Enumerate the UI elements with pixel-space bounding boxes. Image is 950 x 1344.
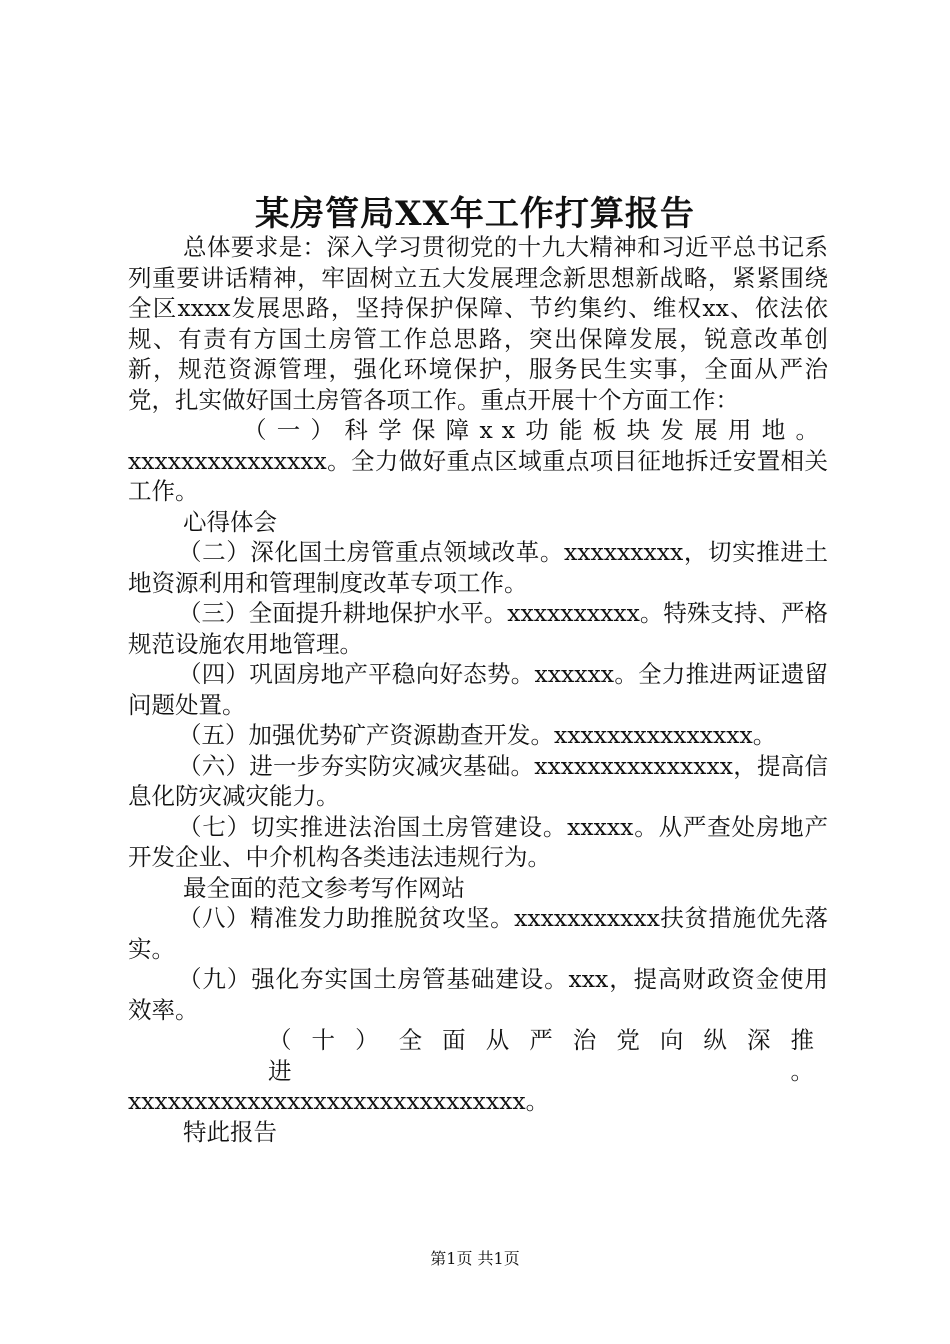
document-body bbox=[128, 232, 828, 1147]
item-8: （八）精准发力助推脱贫攻坚。xxxxxxxxxxx扶贫措施优先落实。 bbox=[128, 904, 828, 963]
item-1-text: xxxxxxxxxxxxxxx。全力做好重点区域重点项目征地拆迁安置相关工作。 bbox=[128, 446, 828, 505]
item-5: （五）加强优势矿产资源勘查开发。xxxxxxxxxxxxxxx。 bbox=[178, 721, 777, 749]
item-10-heading: （十）全面从严治党向纵深推进。 bbox=[268, 1026, 828, 1085]
inserted-line-2: 最全面的范文参考写作网站 bbox=[183, 873, 465, 902]
item-3: （三）全面提升耕地保护水平。xxxxxxxxxx。特殊支持、严格规范设施农用地管理。 bbox=[128, 599, 828, 658]
intro-paragraph: 总体要求是：深入学习贯彻党的十九大精神和习近平总书记系列重要讲话精神，牢固树立五大发展理念新思想新战略，紧紧围绕全区xxxx发展思路，坚持保护保障、节约集约、维权xx、依法依规、有责有方国土房管工作总思路，突出保障发展，锐意改革创新，规范资源管理，强化环境保护，服务民生实事，全面从严治党，扎实做好国土房管各项工作。重点开展十个方面工作： bbox=[128, 233, 828, 414]
item-2: （二）深化国土房管重点领域改革。xxxxxxxxx，切实推进土地资源利用和管理制度改革专项工作。 bbox=[128, 538, 828, 597]
inserted-line-1: 心得体会 bbox=[183, 507, 277, 536]
closing-line: 特此报告 bbox=[183, 1117, 277, 1146]
item-9: （九）强化夯实国土房管基础建设。xxx，提高财政资金使用效率。 bbox=[128, 965, 828, 1024]
item-4: （四）巩固房地产平稳向好态势。xxxxxx。全力推进两证遗留问题处置。 bbox=[128, 660, 828, 719]
item-1-heading: （一）科学保障xx功能板块发展用地。 bbox=[243, 416, 828, 444]
item-10-text: xxxxxxxxxxxxxxxxxxxxxxxxxxxxxx。 bbox=[128, 1087, 550, 1115]
document-title: 某房管局XX年工作打算报告 bbox=[255, 194, 695, 234]
page-footer: 第1页 共1页 bbox=[430, 1249, 520, 1268]
item-7: （七）切实推进法治国土房管建设。xxxxx。从严查处房地产开发企业、中介机构各类违法违规行为。 bbox=[128, 812, 828, 871]
item-6: （六）进一步夯实防灾减灾基础。xxxxxxxxxxxxxxx，提高信息化防灾减灾能力。 bbox=[128, 751, 828, 810]
